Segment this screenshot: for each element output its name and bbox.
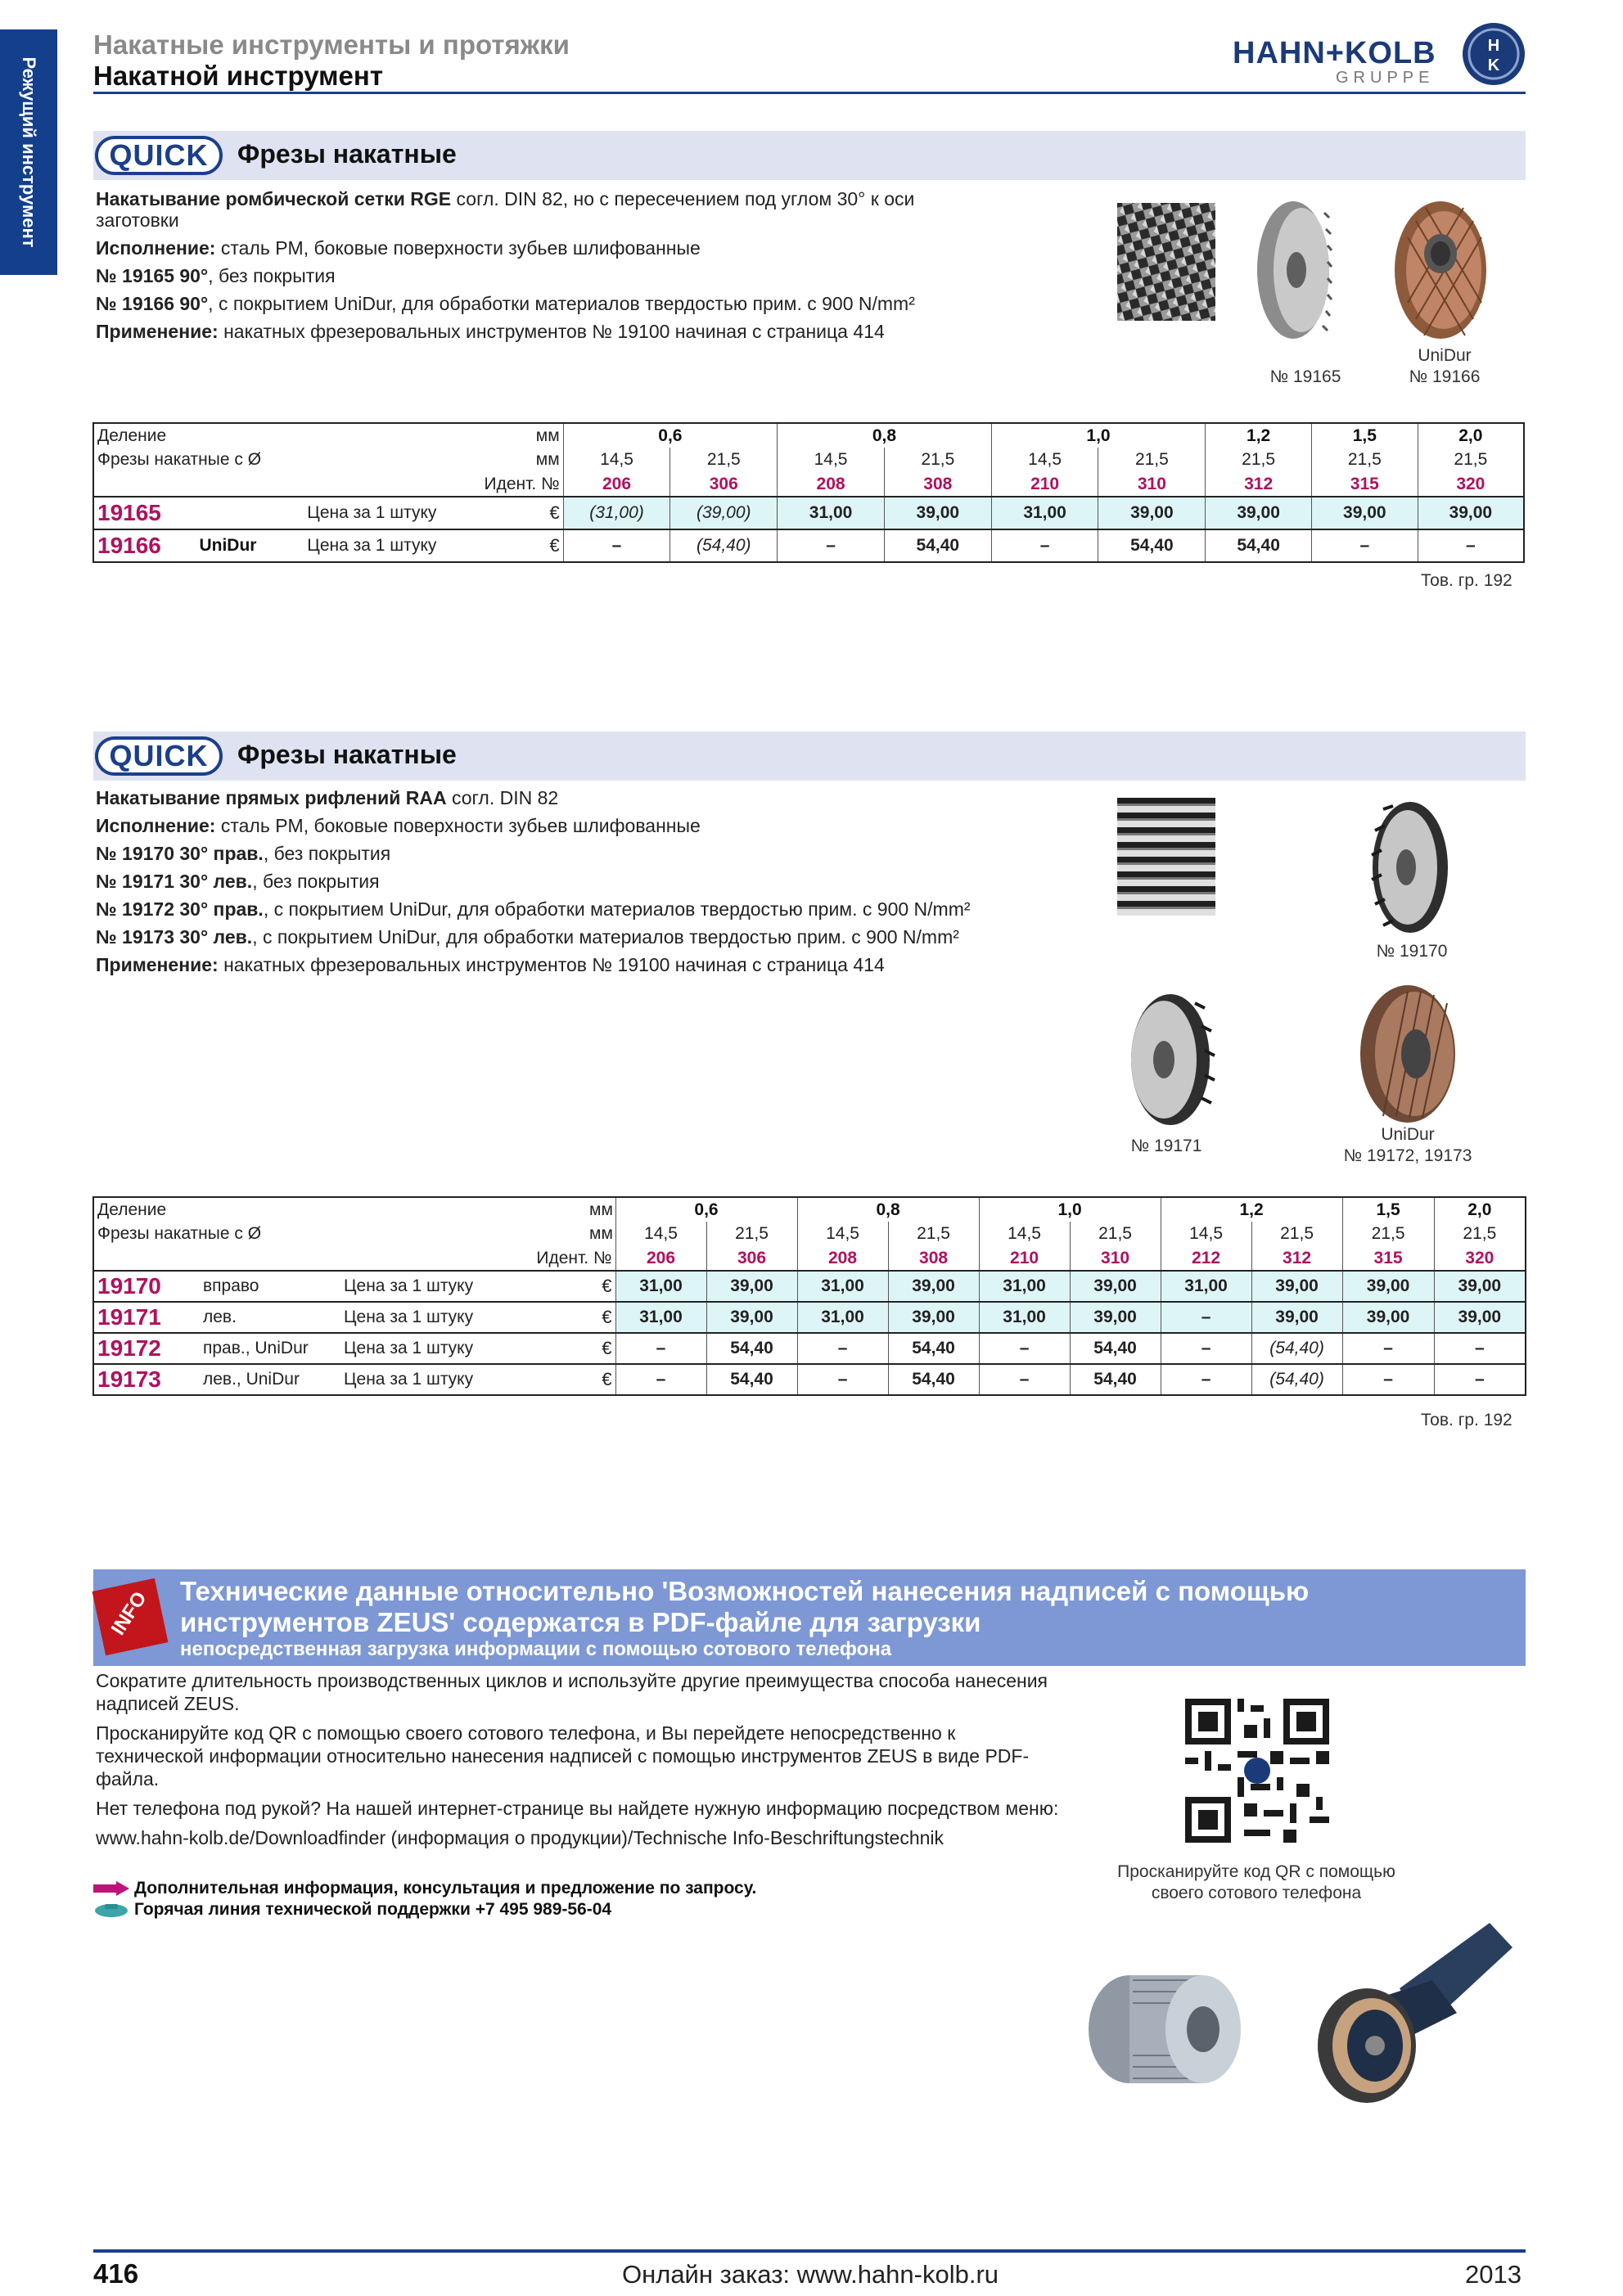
price-label: Цена за 1 штуку [340, 1271, 586, 1302]
section-description [96, 784, 971, 979]
price-table-raa [92, 1196, 1526, 1396]
article-variant: вправо [200, 1271, 340, 1302]
price-cell: – [1161, 1302, 1251, 1333]
dia-value: 14,5 [1161, 1222, 1251, 1246]
price-label: Цена за 1 штуку [304, 529, 532, 562]
dia-value: 21,5 [1418, 448, 1524, 472]
qr-code-image[interactable] [1185, 1699, 1329, 1843]
price-cell: 39,00 [888, 1271, 979, 1302]
ident-value: 308 [888, 1246, 979, 1271]
ident-value: 206 [615, 1246, 706, 1271]
brand-logo: HAHN+KOLB [1233, 36, 1436, 70]
table-row-article [93, 1271, 1526, 1302]
dia-unit: мм [589, 1224, 613, 1243]
pitch-value: 1,5 [1311, 423, 1418, 448]
price-cell: 54,40 [1070, 1364, 1161, 1395]
price-cell: 31,00 [1161, 1271, 1251, 1302]
ident-value: 208 [778, 472, 885, 497]
price-cell: (54,40) [1251, 1333, 1342, 1364]
knurl-wheel-19165-image [1252, 196, 1334, 344]
desc-line: № 19172 30° прав., с покрытием UniDur, для обработки материалов твердостью прим. с 900 N/mm² [96, 898, 971, 920]
info-link-text[interactable]: www.hahn-kolb.de/Downloadfinder (информация о продукции)/Technische Info-Beschriftungstechnik [96, 1827, 944, 1848]
article-number[interactable]: 19173 [93, 1364, 200, 1395]
pitch-unit: мм [586, 1197, 615, 1222]
price-cell: 39,00 [1434, 1271, 1526, 1302]
pitch-value: 1,5 [1342, 1197, 1434, 1222]
dia-value: 21,5 [884, 448, 991, 472]
pitch-label: Деление [93, 1197, 586, 1222]
info-badge-icon: INFO [92, 1578, 169, 1655]
product-group-note: Тов. гр. 192 [1421, 1411, 1513, 1429]
table-row-pitch [93, 1197, 1526, 1222]
ident-value: 310 [1098, 472, 1206, 497]
price-label: Цена за 1 штуку [340, 1302, 586, 1333]
price-cell: – [1434, 1364, 1526, 1395]
ident-label: Идент. № [484, 474, 560, 493]
article-number[interactable]: 19172 [93, 1333, 200, 1364]
info-banner [93, 1569, 1526, 1666]
price-cell: 39,00 [888, 1302, 979, 1333]
ident-value: 210 [991, 472, 1098, 497]
table-row-ident [93, 1246, 1526, 1271]
price-label: Цена за 1 штуку [340, 1333, 586, 1364]
price-cell: – [1161, 1333, 1251, 1364]
article-variant: лев. [200, 1302, 340, 1333]
article-variant: лев., UniDur [200, 1364, 340, 1395]
ident-value: 312 [1251, 1246, 1342, 1271]
price-cell: 54,40 [884, 529, 991, 562]
article-number[interactable]: 19171 [93, 1302, 200, 1333]
dia-value: 14,5 [979, 1222, 1070, 1246]
dia-label: Фрезы накатные с Ø [97, 1224, 262, 1243]
price-cell: – [979, 1333, 1070, 1364]
price-cell: 31,00 [797, 1271, 888, 1302]
dia-value: 14,5 [778, 448, 885, 472]
price-cell: – [1311, 529, 1418, 562]
svg-text:H: H [1487, 37, 1500, 55]
price-cell: 39,00 [1206, 497, 1312, 529]
desc-line: Накатывание ромбической сетки RGE согл. DIN 82, но с пересечением под углом 30° к оси [96, 188, 915, 209]
info-body [96, 1669, 1062, 1856]
article-variant: UniDur [196, 529, 304, 562]
header-divider [93, 92, 1526, 94]
page-category: Накатные инструменты и протяжки [93, 29, 570, 60]
article-variant: прав., UniDur [200, 1333, 340, 1364]
ident-value: 310 [1070, 1246, 1161, 1271]
brand-emblem-icon [1461, 21, 1526, 87]
pitch-value: 1,2 [1206, 423, 1312, 448]
contact-links [93, 1878, 756, 1920]
dia-value: 21,5 [1311, 448, 1418, 472]
price-cell: 54,40 [706, 1364, 797, 1395]
price-label: Цена за 1 штуку [340, 1364, 586, 1395]
product-group-note: Тов. гр. 192 [1421, 571, 1513, 590]
price-cell: 31,00 [979, 1271, 1070, 1302]
price-cell: 39,00 [1251, 1271, 1342, 1302]
currency-symbol: € [586, 1364, 615, 1395]
table-row-article [93, 1364, 1526, 1395]
article-number[interactable]: 19170 [93, 1271, 200, 1302]
ident-value: 212 [1161, 1246, 1251, 1271]
pitch-value: 0,8 [797, 1197, 979, 1222]
pitch-value: 0,6 [615, 1197, 797, 1222]
price-cell: (39,00) [670, 497, 778, 529]
ident-value: 312 [1206, 472, 1312, 497]
price-cell: 39,00 [1251, 1302, 1342, 1333]
image-caption: № 19165 [1269, 367, 1341, 386]
price-cell: 39,00 [1342, 1302, 1434, 1333]
dia-value: 21,5 [670, 448, 778, 472]
currency-symbol: € [586, 1271, 615, 1302]
image-caption: UniDur № 19166 [1409, 346, 1481, 386]
price-cell: 39,00 [1311, 497, 1418, 529]
price-cell: 54,40 [888, 1364, 979, 1395]
dia-value: 21,5 [1251, 1222, 1342, 1246]
price-cell: – [1342, 1333, 1434, 1364]
dia-unit: мм [535, 450, 560, 469]
dia-value: 14,5 [797, 1222, 888, 1246]
knurl-wheel-19170-image [1365, 798, 1455, 937]
desc-line: № 19165 90°, без покрытия [96, 265, 336, 286]
price-cell: – [1161, 1364, 1251, 1395]
price-cell: 39,00 [1434, 1302, 1526, 1333]
price-cell: 31,00 [778, 497, 885, 529]
pitch-value: 1,0 [979, 1197, 1161, 1222]
desc-line: № 19170 30° прав., без покрытия [96, 843, 391, 864]
price-cell: – [979, 1364, 1070, 1395]
article-number[interactable]: 19166 [93, 529, 196, 562]
dia-value: 21,5 [706, 1222, 797, 1246]
desc-line: № 19166 90°, с покрытием UniDur, для обработки материалов твердостью прим. с 900 N/mm² [96, 293, 915, 314]
desc-line: Исполнение: сталь PM, боковые поверхности зубьев шлифованные [96, 237, 701, 259]
price-cell: – [778, 529, 885, 562]
online-order-link[interactable]: Онлайн заказ: www.hahn-kolb.ru [622, 2260, 999, 2289]
straight-knurl-pattern-image [1117, 798, 1215, 916]
price-cell: – [797, 1333, 888, 1364]
image-caption: № 19171 [1130, 1137, 1202, 1155]
currency-symbol: € [532, 497, 563, 529]
ident-value: 308 [884, 472, 991, 497]
table-row-article [93, 529, 1524, 562]
ident-value: 208 [797, 1246, 888, 1271]
pitch-value: 2,0 [1434, 1197, 1526, 1222]
article-number[interactable]: 19165 [93, 497, 196, 529]
info-subtitle: непосредственная загрузка информации с помощью сотового телефона [180, 1638, 892, 1660]
desc-line: заготовки [96, 209, 179, 231]
ident-value: 210 [979, 1246, 1070, 1271]
info-title: Технические данные относительно 'Возможностей нанесения надписей с помощью инструментов ZEUS' содержатся в PDF-файле для загрузки [180, 1576, 1310, 1637]
price-cell: – [615, 1364, 706, 1395]
price-cell: (54,40) [1251, 1364, 1342, 1395]
price-cell: – [1434, 1333, 1526, 1364]
dia-label: Фрезы накатные с Ø [97, 450, 262, 469]
desc-line: Применение: накатных фрезеровальных инструментов № 19100 начиная с страница 414 [96, 954, 885, 975]
footer-divider [93, 2249, 1526, 2253]
phone-icon [93, 1902, 129, 1917]
price-cell: – [1418, 529, 1524, 562]
price-cell: 54,40 [888, 1333, 979, 1364]
more-info-link[interactable]: Дополнительная информация, консультация и предложение по запросу. [93, 1878, 756, 1899]
desc-line: Применение: накатных фрезеровальных инструментов № 19100 начиная с страница 414 [96, 321, 885, 342]
dia-value: 21,5 [1070, 1222, 1161, 1246]
catalog-year: 2013 [1465, 2260, 1522, 2289]
knurl-wheel-19166-unidur-image [1383, 196, 1498, 344]
price-cell: 39,00 [706, 1302, 797, 1333]
page-title: Накатной инструмент [93, 61, 383, 91]
ident-value: 315 [1342, 1246, 1434, 1271]
pitch-value: 0,6 [563, 423, 778, 448]
price-label: Цена за 1 штуку [304, 497, 532, 529]
currency-symbol: € [532, 529, 563, 562]
section-description [96, 185, 915, 345]
side-tab-label: Режущий инструмент [19, 56, 39, 248]
qr-caption: Просканируйте код QR с помощью своего сотового телефона [1117, 1862, 1395, 1902]
table-row-diameter [93, 448, 1524, 472]
currency-symbol: € [586, 1333, 615, 1364]
ident-value: 320 [1418, 472, 1524, 497]
knurling-holder-tool-image [1293, 1915, 1514, 2111]
ident-value: 306 [670, 472, 778, 497]
price-cell: 54,40 [1098, 529, 1206, 562]
table-row-diameter [93, 1222, 1526, 1246]
info-paragraph: Нет телефона под рукой? На нашей интернет-странице вы найдете нужную информацию посредством меню: [96, 1798, 1059, 1819]
article-variant [196, 497, 304, 529]
brand-logo-sub: GRUPPE [1336, 69, 1435, 87]
pitch-value: 1,2 [1161, 1197, 1342, 1222]
price-cell: 39,00 [1342, 1271, 1434, 1302]
price-cell: 31,00 [979, 1302, 1070, 1333]
section-title: Фрезы накатные [237, 139, 457, 169]
side-category-tab[interactable] [0, 29, 57, 275]
ident-value: 315 [1311, 472, 1418, 497]
dia-value: 14,5 [563, 448, 670, 472]
image-caption: UniDur № 19172, 19173 [1343, 1125, 1472, 1165]
price-cell: 31,00 [797, 1302, 888, 1333]
price-cell: 54,40 [1206, 529, 1312, 562]
info-paragraph: Сократите длительность производственных циклов и используйте другие преимущества способа нанесения надписей ZEUS. [96, 1670, 1048, 1714]
currency-symbol: € [586, 1302, 615, 1333]
quick-badge: QUICK [95, 136, 223, 175]
price-cell: 54,40 [1070, 1333, 1161, 1364]
knurl-wheel-19171-image [1120, 990, 1218, 1129]
dia-value: 21,5 [1098, 448, 1206, 472]
dia-value: 21,5 [888, 1222, 979, 1246]
price-cell: 31,00 [615, 1271, 706, 1302]
section-header-raa [93, 732, 1526, 781]
diamond-knurl-pattern-image [1117, 203, 1215, 321]
dia-value: 21,5 [1434, 1222, 1526, 1246]
ident-value: 306 [706, 1246, 797, 1271]
price-table-rge [92, 422, 1525, 563]
desc-line: Исполнение: сталь PM, боковые поверхности зубьев шлифованные [96, 815, 701, 836]
price-cell: – [797, 1364, 888, 1395]
dia-value: 21,5 [1342, 1222, 1434, 1246]
ident-value: 206 [563, 472, 670, 497]
pitch-value: 2,0 [1418, 423, 1524, 448]
table-row-ident [93, 472, 1524, 497]
info-paragraph: Просканируйте код QR с помощью своего сотового телефона, и Вы перейдете непосредственно к технической информации относительно нанесения надписей с помощью инструментов ZEUS в виде PDF-файла. [96, 1722, 1030, 1790]
section-title: Фрезы накатные [237, 740, 457, 769]
price-cell: – [615, 1333, 706, 1364]
ident-value: 320 [1434, 1246, 1526, 1271]
table-row-article [93, 497, 1524, 529]
knurling-tool-cylinder-image [1080, 1964, 1244, 2095]
table-row-article [93, 1302, 1526, 1333]
dia-value: 21,5 [1206, 448, 1312, 472]
section-header-rge [93, 131, 1526, 180]
dia-value: 14,5 [991, 448, 1098, 472]
table-row-pitch [93, 423, 1524, 448]
price-cell: – [991, 529, 1098, 562]
arrow-right-icon [93, 1881, 129, 1896]
quick-badge: QUICK [95, 736, 223, 776]
table-row-article [93, 1333, 1526, 1364]
svg-text:K: K [1487, 56, 1500, 74]
knurl-wheel-19172-unidur-image [1350, 980, 1465, 1128]
price-cell: – [563, 529, 670, 562]
page-number: 416 [93, 2258, 139, 2289]
ident-label: Идент. № [536, 1248, 612, 1267]
price-cell: 39,00 [1418, 497, 1524, 529]
hotline-link[interactable]: Горячая линия технической поддержки +7 495 989-56-04 [93, 1899, 756, 1920]
desc-line: № 19171 30° лев., без покрытия [96, 871, 380, 892]
pitch-label: Деление [93, 423, 532, 448]
price-cell: 39,00 [1070, 1271, 1161, 1302]
price-cell: 54,40 [706, 1333, 797, 1364]
pitch-value: 0,8 [778, 423, 992, 448]
price-cell: 31,00 [991, 497, 1098, 529]
price-cell: 39,00 [1070, 1302, 1161, 1333]
desc-line: № 19173 30° лев., с покрытием UniDur, для обработки материалов твердостью прим. с 900 N/mm² [96, 926, 959, 948]
price-cell: – [1342, 1364, 1434, 1395]
price-cell: 39,00 [884, 497, 991, 529]
price-cell: (31,00) [563, 497, 670, 529]
pitch-value: 1,0 [991, 423, 1206, 448]
price-cell: 39,00 [1098, 497, 1206, 529]
dia-value: 14,5 [615, 1222, 706, 1246]
pitch-unit: мм [532, 423, 563, 448]
desc-line: Накатывание прямых рифлений RAA согл. DIN 82 [96, 787, 559, 808]
price-cell: 31,00 [615, 1302, 706, 1333]
image-caption: № 19170 [1376, 942, 1448, 961]
price-cell: (54,40) [670, 529, 778, 562]
price-cell: 39,00 [706, 1271, 797, 1302]
